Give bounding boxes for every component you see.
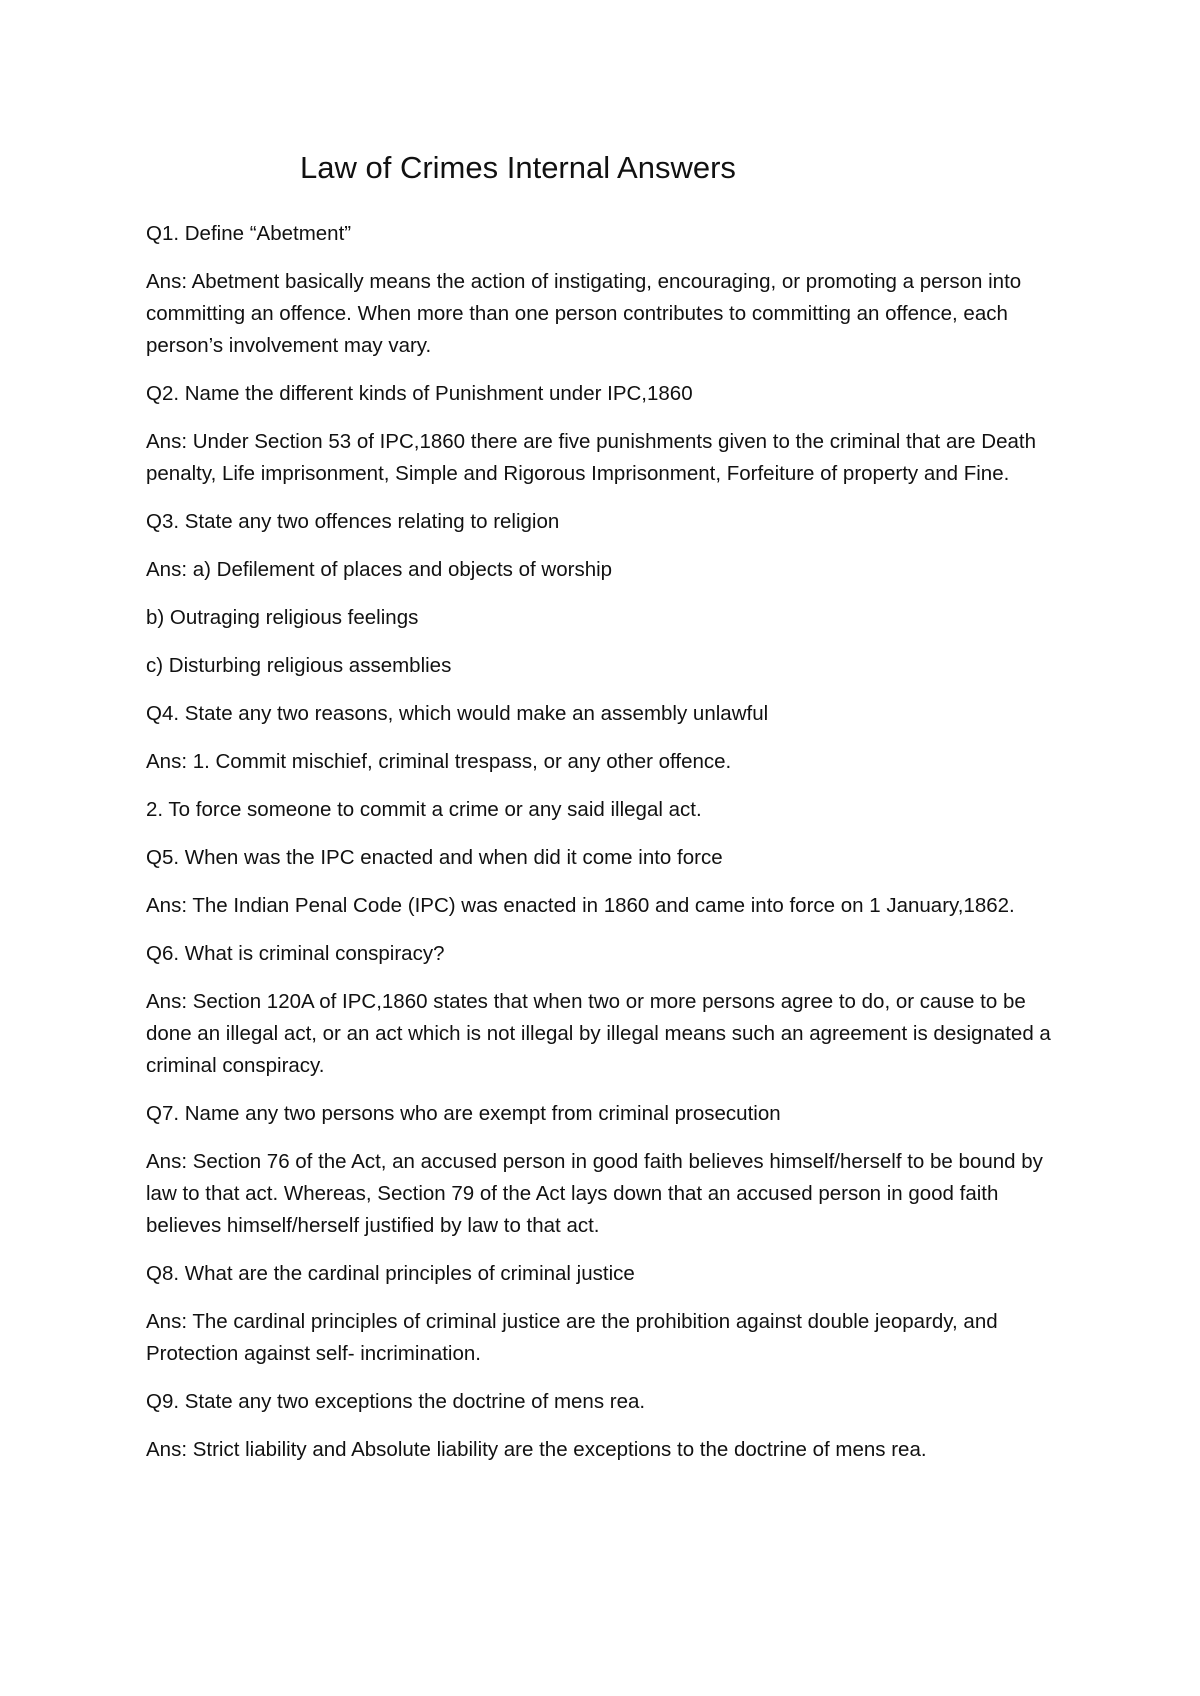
document-body [146,218,1066,1482]
answer-3-item-c: c) Disturbing religious assemblies [146,654,452,677]
answer-6: Ans: Section 120A of IPC,1860 states that when two or more persons agree to do, or cause to be done an illegal act, or an act which is not illegal by illegal means such an agreement is designated a criminal conspiracy. [146,990,1051,1077]
answer-8: Ans: The cardinal principles of criminal justice are the prohibition against double jeopardy, and Protection against self- incrimination. [146,1310,998,1365]
answer-7: Ans: Section 76 of the Act, an accused person in good faith believes himself/herself to be bound by law to that act. Whereas, Section 79 of the Act lays down that an accused person in good faith believes himself/herself justified by law to that act. [146,1150,1043,1237]
question-9: Q9. State any two exceptions the doctrine of mens rea. [146,1390,646,1413]
answer-1: Ans: Abetment basically means the action of instigating, encouraging, or promoting a person into committing an offence. When more than one person contributes to committing an offence, each person’s involvement may vary. [146,270,1022,357]
question-5: Q5. When was the IPC enacted and when did it come into force [146,846,723,869]
question-6: Q6. What is criminal conspiracy? [146,942,445,965]
question-4: Q4. State any two reasons, which would make an assembly unlawful [146,702,769,725]
answer-3-item-a: Ans: a) Defilement of places and objects of worship [146,558,613,581]
question-1: Q1. Define “Abetment” [146,222,352,245]
answer-2: Ans: Under Section 53 of IPC,1860 there are five punishments given to the criminal that are Death penalty, Life imprisonment, Simple and Rigorous Imprisonment, Forfeiture of property and Fine. [146,430,1036,485]
answer-4-item-1: Ans: 1. Commit mischief, criminal trespass, or any other offence. [146,750,732,773]
answer-5: Ans: The Indian Penal Code (IPC) was enacted in 1860 and came into force on 1 January,1862. [146,894,1015,917]
answer-9: Ans: Strict liability and Absolute liability are the exceptions to the doctrine of mens rea. [146,1438,927,1461]
answer-3-item-b: b) Outraging religious feelings [146,606,419,629]
question-7: Q7. Name any two persons who are exempt from criminal prosecution [146,1102,781,1125]
answer-4-item-2: 2. To force someone to commit a crime or any said illegal act. [146,798,702,821]
document-title: Law of Crimes Internal Answers [300,150,736,185]
question-2: Q2. Name the different kinds of Punishment under IPC,1860 [146,382,693,405]
question-8: Q8. What are the cardinal principles of criminal justice [146,1262,635,1285]
question-3: Q3. State any two offences relating to religion [146,510,560,533]
